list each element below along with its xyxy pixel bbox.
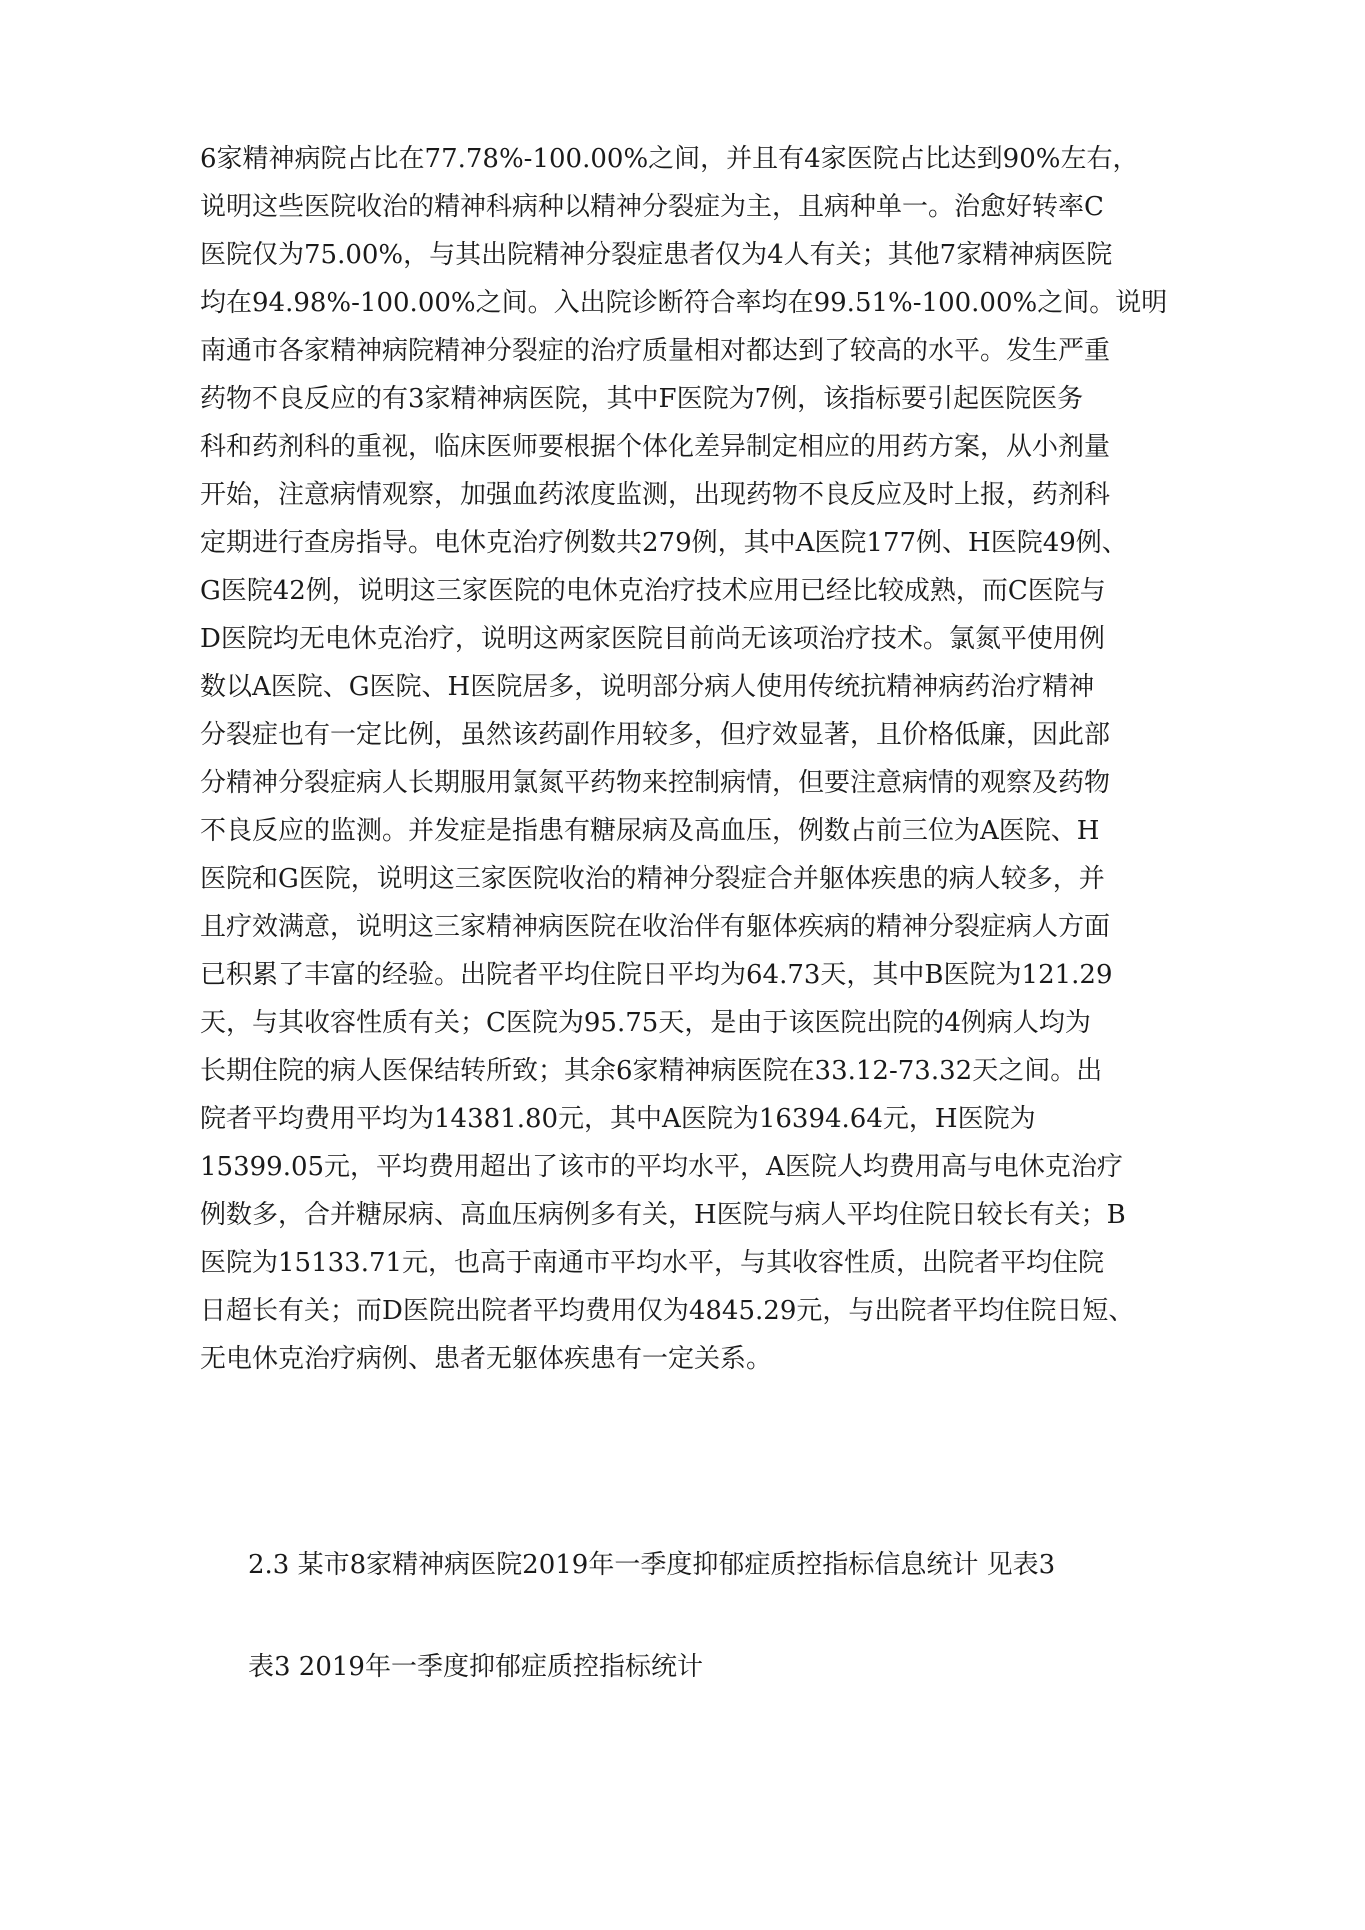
paragraph-line: 分裂症也有一定比例，虽然该药副作用较多，但疗效显著，且价格低廉，因此部 (200, 720, 1111, 750)
paragraph-line: 6家精神病院占比在77.78%-100.00%之间，并且有4家医院占比达到90%左右， (200, 144, 1139, 174)
paragraph-line: 例数多，合并糖尿病、高血压病例多有关，H医院与病人平均住院日较长有关；B (200, 1200, 1126, 1230)
paragraph-line: 说明这些医院收治的精神科病种以精神分裂症为主，且病种单一。治愈好转率C (200, 192, 1104, 222)
paragraph-line: 数以A医院、G医院、H医院居多，说明部分病人使用传统抗精神病药治疗精神 (200, 672, 1095, 702)
paragraph-line: 药物不良反应的有3家精神病医院，其中F医院为7例，该指标要引起医院医务 (200, 384, 1084, 414)
paragraph-line: 已积累了丰富的经验。出院者平均住院日平均为64.73天，其中B医院为121.29 (200, 960, 1113, 990)
paragraph-line: 科和药剂科的重视，临床医师要根据个体化差异制定相应的用药方案，从小剂量 (200, 432, 1111, 462)
paragraph-line: 医院为15133.71元，也高于南通市平均水平，与其收容性质，出院者平均住院 (200, 1248, 1105, 1278)
paragraph-line: 医院仅为75.00%，与其出院精神分裂症患者仅为4人有关；其他7家精神病医院 (200, 240, 1113, 270)
paragraph-line: 无电休克治疗病例、患者无躯体疾患有一定关系。 (200, 1344, 773, 1374)
paragraph-line: 定期进行查房指导。电休克治疗例数共279例，其中A医院177例、H医院49例、 (200, 528, 1128, 558)
paragraph-line: 不良反应的监测。并发症是指患有糖尿病及高血压，例数占前三位为A医院、H (200, 816, 1100, 846)
paragraph-line: G医院42例，说明这三家医院的电休克治疗技术应用已经比较成熟，而C医院与 (200, 576, 1106, 606)
body-paragraph (200, 135, 1200, 1383)
paragraph-line: 医院和G医院，说明这三家医院收治的精神分裂症合并躯体疾患的病人较多，并 (200, 864, 1105, 894)
paragraph-line: 长期住院的病人医保结转所致；其余6家精神病医院在33.12-73.32天之间。出 (200, 1056, 1103, 1086)
paragraph-line: D医院均无电休克治疗，说明这两家医院目前尚无该项治疗技术。氯氮平使用例 (200, 624, 1105, 654)
paragraph-line: 均在94.98%-100.00%之间。入出院诊断符合率均在99.51%-100.00%之间。说明 (200, 288, 1168, 318)
section-heading: 2.3 某市8家精神病医院2019年一季度抑郁症质控指标信息统计 见表3 (248, 1550, 1056, 1580)
paragraph-line: 开始，注意病情观察，加强血药浓度监测，出现药物不良反应及时上报，药剂科 (200, 480, 1111, 510)
paragraph-line: 分精神分裂症病人长期服用氯氮平药物来控制病情，但要注意病情的观察及药物 (200, 768, 1111, 798)
paragraph-line: 15399.05元，平均费用超出了该市的平均水平，A医院人均费用高与电休克治疗 (200, 1152, 1123, 1182)
table-caption: 表3 2019年一季度抑郁症质控指标统计 (248, 1652, 703, 1682)
paragraph-line: 且疗效满意，说明这三家精神病医院在收治伴有躯体疾病的精神分裂症病人方面 (200, 912, 1111, 942)
paragraph-line: 天，与其收容性质有关；C医院为95.75天，是由于该医院出院的4例病人均为 (200, 1008, 1091, 1038)
paragraph-line: 院者平均费用平均为14381.80元，其中A医院为16394.64元，H医院为 (200, 1104, 1036, 1134)
paragraph-line: 日超长有关；而D医院出院者平均费用仅为4845.29元，与出院者平均住院日短、 (200, 1296, 1135, 1326)
paragraph-line: 南通市各家精神病院精神分裂症的治疗质量相对都达到了较高的水平。发生严重 (200, 336, 1111, 366)
